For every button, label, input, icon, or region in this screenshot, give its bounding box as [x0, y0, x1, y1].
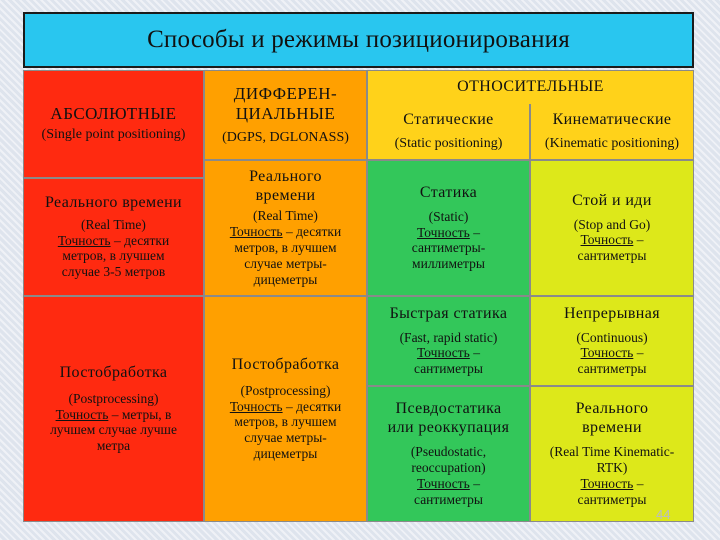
continuous-cell [530, 296, 694, 386]
differential-header [204, 70, 367, 160]
differential-rt-acc-line: – десятки [285, 223, 342, 239]
page-title: Способы и режимы позиционирования [147, 26, 570, 53]
relative-header [367, 70, 694, 104]
absolute-pp-title: Постобработка [59, 363, 168, 381]
absolute-pp-sub: (Postprocessing) [68, 390, 159, 406]
rtk-title-l1: Реального [575, 400, 649, 418]
absolute-pp-acc-label: Точность [55, 406, 109, 422]
rtk-sub-l1: (Real Time Kinematic- [549, 444, 675, 460]
absolute-pp-acc-line: лучшем случае лучше [50, 422, 177, 438]
differential-pp-sub: (Postprocessing) [240, 382, 331, 398]
absolute-header [23, 70, 204, 178]
differential-pp-title: Постобработка [231, 355, 340, 373]
absolute-rt-acc-line: метров, в лучшем [62, 248, 165, 264]
rtk-sub-l2: RTK) [596, 459, 628, 475]
continuous-acc-line: – [636, 345, 644, 361]
statika-acc-line: – [473, 224, 480, 240]
continuous-acc-line: сантиметры [577, 361, 647, 377]
pseudostatic-sub-l1: (Pseudostatic, [410, 444, 487, 460]
statika-acc-label: Точность [417, 224, 470, 240]
title-banner [23, 12, 694, 68]
differential-pp-acc-label: Точность [229, 398, 283, 414]
differential-rt-acc-label: Точность [229, 223, 283, 239]
continuous-sub: (Continuous) [576, 329, 648, 345]
stop-and-go-acc-line: сантиметры [577, 248, 647, 264]
differential-rt-title-l2: времени [255, 187, 316, 205]
statika-acc-line: миллиметры [412, 256, 485, 272]
static-header [367, 104, 530, 160]
differential-heading-l2: ЦИАЛЬНЫЕ [235, 103, 336, 123]
fast-static-acc-line: сантиметры [414, 361, 483, 377]
differential-rt-title-l1: Реального [249, 168, 322, 186]
absolute-rt-acc-line: случае 3-5 метров [61, 264, 166, 280]
kinematic-header [530, 104, 694, 160]
pseudostatic-acc-line: – [473, 475, 480, 491]
pseudostatic-title-l2: или реоккупация [387, 419, 510, 437]
differential-rt-acc-line: метров, в лучшем [234, 239, 337, 255]
absolute-rt-sub: (Real Time) [81, 216, 146, 232]
differential-rt-acc-line: дицеметры [253, 271, 318, 287]
differential-sub: (DGPS, DGLONASS) [222, 129, 349, 145]
absolute-sub: (Single point positioning) [41, 127, 186, 143]
absolute-rt-title: Реального времени [44, 193, 183, 211]
rtk-acc-line: – [636, 475, 644, 491]
absolute-rt-acc-line: – десятки [113, 232, 170, 248]
differential-rt-sub: (Real Time) [253, 208, 318, 224]
continuous-title: Непрерывная [563, 304, 661, 322]
absolute-realtime-cell [23, 178, 204, 296]
absolute-pp-acc-line: – метры, в [111, 406, 172, 422]
pseudostatic-acc-line: сантиметры [414, 491, 483, 507]
relative-heading: ОТНОСИТЕЛЬНЫЕ [457, 78, 604, 96]
differential-pp-acc-line: дицеметры [253, 446, 318, 462]
fast-static-acc-line: – [473, 345, 480, 361]
pseudostatic-acc-label: Точность [417, 475, 470, 491]
absolute-rt-acc-label: Точность [57, 232, 111, 248]
statika-acc-line: сантиметры- [411, 240, 486, 256]
stop-and-go-title: Стой и иди [572, 191, 652, 209]
absolute-heading: АБСОЛЮТНЫЕ [50, 104, 177, 124]
differential-rt-acc-line: случае метры- [244, 255, 327, 271]
page-number: 44 [656, 507, 671, 522]
static-heading: Статические [403, 110, 494, 128]
rtk-acc-line: сантиметры [577, 491, 647, 507]
pseudostatic-title-l1: Псевдостатика [395, 400, 502, 418]
fast-static-title: Быстрая статика [389, 304, 508, 322]
absolute-postprocessing-cell [23, 296, 204, 522]
stop-and-go-sub: (Stop and Go) [573, 216, 651, 232]
differential-pp-acc-line: – десятки [285, 398, 342, 414]
statika-sub: (Static) [428, 208, 469, 224]
stop-and-go-acc-line: – [636, 232, 644, 248]
stop-and-go-acc-label: Точность [580, 232, 634, 248]
absolute-pp-acc-line: метра [96, 438, 131, 454]
differential-pp-acc-line: случае метры- [244, 430, 327, 446]
statika-cell [367, 160, 530, 296]
rtk-title-l2: времени [582, 419, 642, 437]
fast-static-acc-label: Точность [417, 345, 470, 361]
rtk-acc-label: Точность [580, 475, 634, 491]
fast-static-sub: (Fast, rapid static) [399, 329, 498, 345]
differential-pp-acc-line: метров, в лучшем [234, 414, 337, 430]
kinematic-heading: Кинематические [552, 110, 672, 128]
differential-heading-l1: ДИФФЕРЕН- [233, 83, 338, 103]
pseudostatic-cell [367, 386, 530, 522]
kinematic-heading-sub: (Kinematic positioning) [544, 135, 680, 151]
fast-static-cell [367, 296, 530, 386]
continuous-acc-label: Точность [580, 345, 634, 361]
differential-postprocessing-cell [204, 296, 367, 522]
statika-title: Статика [419, 183, 478, 201]
rtk-cell [530, 386, 694, 522]
pseudostatic-sub-l2: reoccupation) [411, 459, 486, 475]
static-heading-sub: (Static positioning) [394, 135, 503, 151]
stop-and-go-cell [530, 160, 694, 296]
differential-realtime-cell [204, 160, 367, 296]
